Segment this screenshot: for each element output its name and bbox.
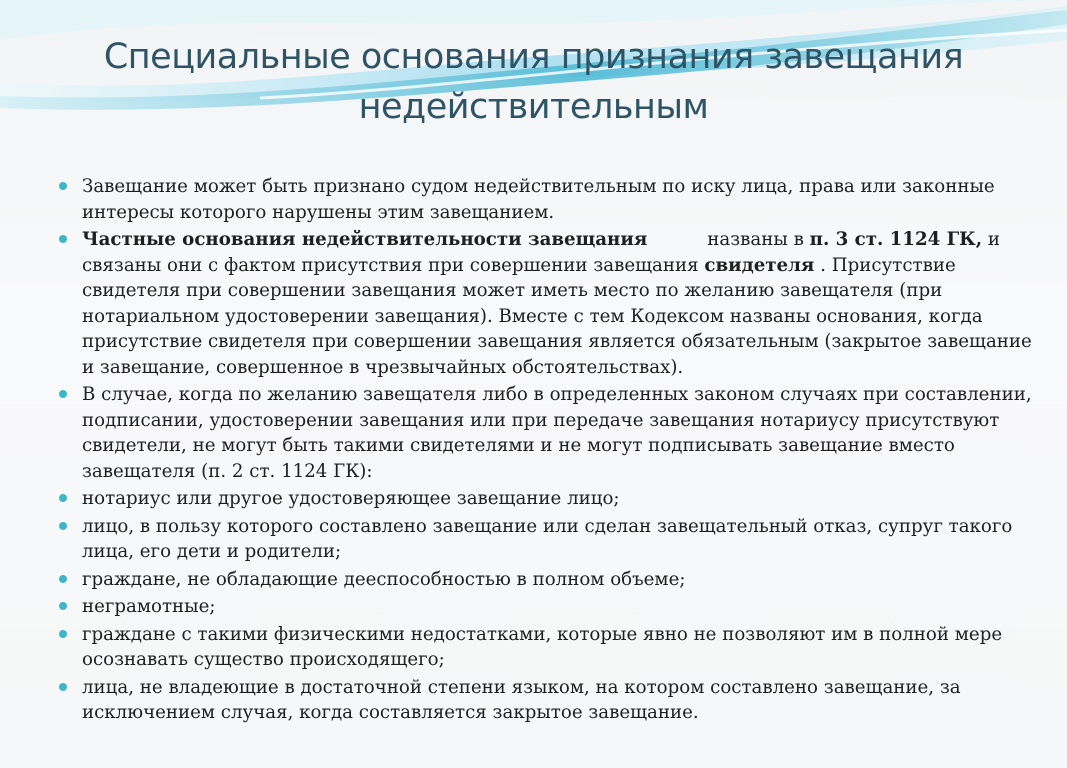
bold-word: свидетеля xyxy=(704,254,815,276)
list-item: Завещание может быть признано судом недействительным по иску лица, права или законные интересы которого нарушены этим завещанием. xyxy=(58,174,1043,225)
list-item: лицо, в пользу которого составлено завещание или сделан завещательный отказ, супруг такого лица, его дети и родители; xyxy=(58,514,1043,565)
bullet-icon xyxy=(59,630,67,638)
bullet-icon xyxy=(59,683,67,691)
bullet-list xyxy=(58,174,1043,728)
legal-reference: п. 3 ст. 1124 ГК, xyxy=(809,229,983,250)
bullet-icon xyxy=(59,602,67,610)
list-item: нотариус или другое удостоверяющее завещание лицо; xyxy=(58,486,1043,512)
title-line-1: Специальные основания признания завещания xyxy=(103,37,964,77)
list-item: Частные основания недействительности завещания названы в п. 3 ст. 1124 ГК, и связаны они с фактом присутствия при совершении завещания свидетеля . Присутствие свидетеля при совершении завещания может иметь место по желанию завещателя (при нотариальном удостоверении завещания). Вместе с тем Кодексом названы основания, когда присутствие свидетеля при совершении завещания является обязательным (закрытое завещание и завещание, совершенное в чрезвычайных обстоятельствах). xyxy=(58,227,1043,380)
list-item: лица, не владеющие в достаточной степени языком, на котором составлено завещание, за исключением случая, когда составляется закрытое завещание. xyxy=(58,675,1043,726)
bullet-icon xyxy=(59,522,67,530)
bold-phrase: Частные основания недействительности завещания xyxy=(82,229,648,250)
bullet-icon xyxy=(59,235,67,243)
bullet-icon xyxy=(59,182,67,190)
list-item: граждане, не обладающие дееспособностью в полном объеме; xyxy=(58,567,1043,593)
bullet-icon xyxy=(59,390,67,398)
list-item: граждане с такими физическими недостатками, которые явно не позволяют им в полной мере осознавать существо происходящего; xyxy=(58,622,1043,673)
bullet-icon xyxy=(59,494,67,502)
bullet-icon xyxy=(59,575,67,583)
list-item: неграмотные; xyxy=(58,594,1043,620)
list-item: В случае, когда по желанию завещателя либо в определенных законом случаях при составлении, подписании, удостоверении завещания или при передаче завещания нотариусу присутствуют свидетели, не могут быть такими свидетелями и не могут подписывать завещание вместо завещателя (п. 2 ст. 1124 ГК): xyxy=(58,382,1043,484)
title-line-2: недействительным xyxy=(358,87,709,127)
page-title xyxy=(0,32,1067,132)
